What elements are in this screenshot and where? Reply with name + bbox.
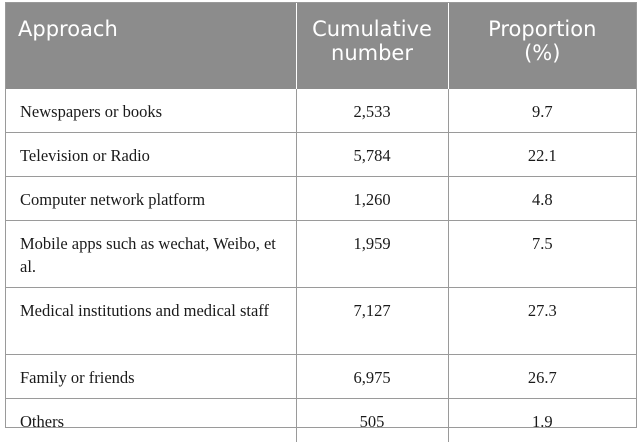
header-approach-label: Approach [18, 17, 296, 41]
cell-cumulative: 5,784 [296, 133, 448, 177]
table-row [6, 133, 636, 177]
cell-cumulative: 1,260 [296, 177, 448, 221]
cell-cumulative: 505 [296, 399, 448, 442]
table-row [6, 177, 636, 221]
cell-cumulative: 2,533 [296, 89, 448, 133]
cell-proportion: 27.3 [448, 288, 636, 355]
table-row [6, 221, 636, 288]
table-row [6, 355, 636, 399]
cell-approach: Others [6, 399, 296, 442]
cell-cumulative: 7,127 [296, 288, 448, 355]
cell-proportion: 1.9 [448, 399, 636, 442]
header-row [6, 3, 636, 89]
cell-cumulative: 1,959 [296, 221, 448, 288]
table-row [6, 288, 636, 355]
table-header [6, 3, 636, 89]
cell-approach: Medical institutions and medical staff [6, 288, 296, 355]
cell-proportion: 26.7 [448, 355, 636, 399]
table-row [6, 89, 636, 133]
table-row [6, 399, 636, 442]
header-proportion [448, 3, 636, 89]
cell-approach: Family or friends [6, 355, 296, 399]
cell-proportion: 4.8 [448, 177, 636, 221]
table-body [6, 89, 636, 442]
data-table [5, 2, 637, 428]
cell-approach: Television or Radio [6, 133, 296, 177]
header-cumulative-number [296, 3, 448, 89]
cell-cumulative: 6,975 [296, 355, 448, 399]
header-cumulative-line2: number [297, 41, 448, 65]
approach-table [6, 3, 636, 442]
header-approach [6, 3, 296, 89]
cell-proportion: 22.1 [448, 133, 636, 177]
cell-approach: Newspapers or books [6, 89, 296, 133]
header-proportion-line2: (%) [449, 41, 637, 65]
cell-approach: Computer network platform [6, 177, 296, 221]
header-proportion-line1: Proportion [449, 17, 637, 41]
cell-approach: Mobile apps such as wechat, Weibo, et al. [6, 221, 296, 288]
cell-proportion: 9.7 [448, 89, 636, 133]
header-cumulative-line1: Cumulative [297, 17, 448, 41]
cell-proportion: 7.5 [448, 221, 636, 288]
